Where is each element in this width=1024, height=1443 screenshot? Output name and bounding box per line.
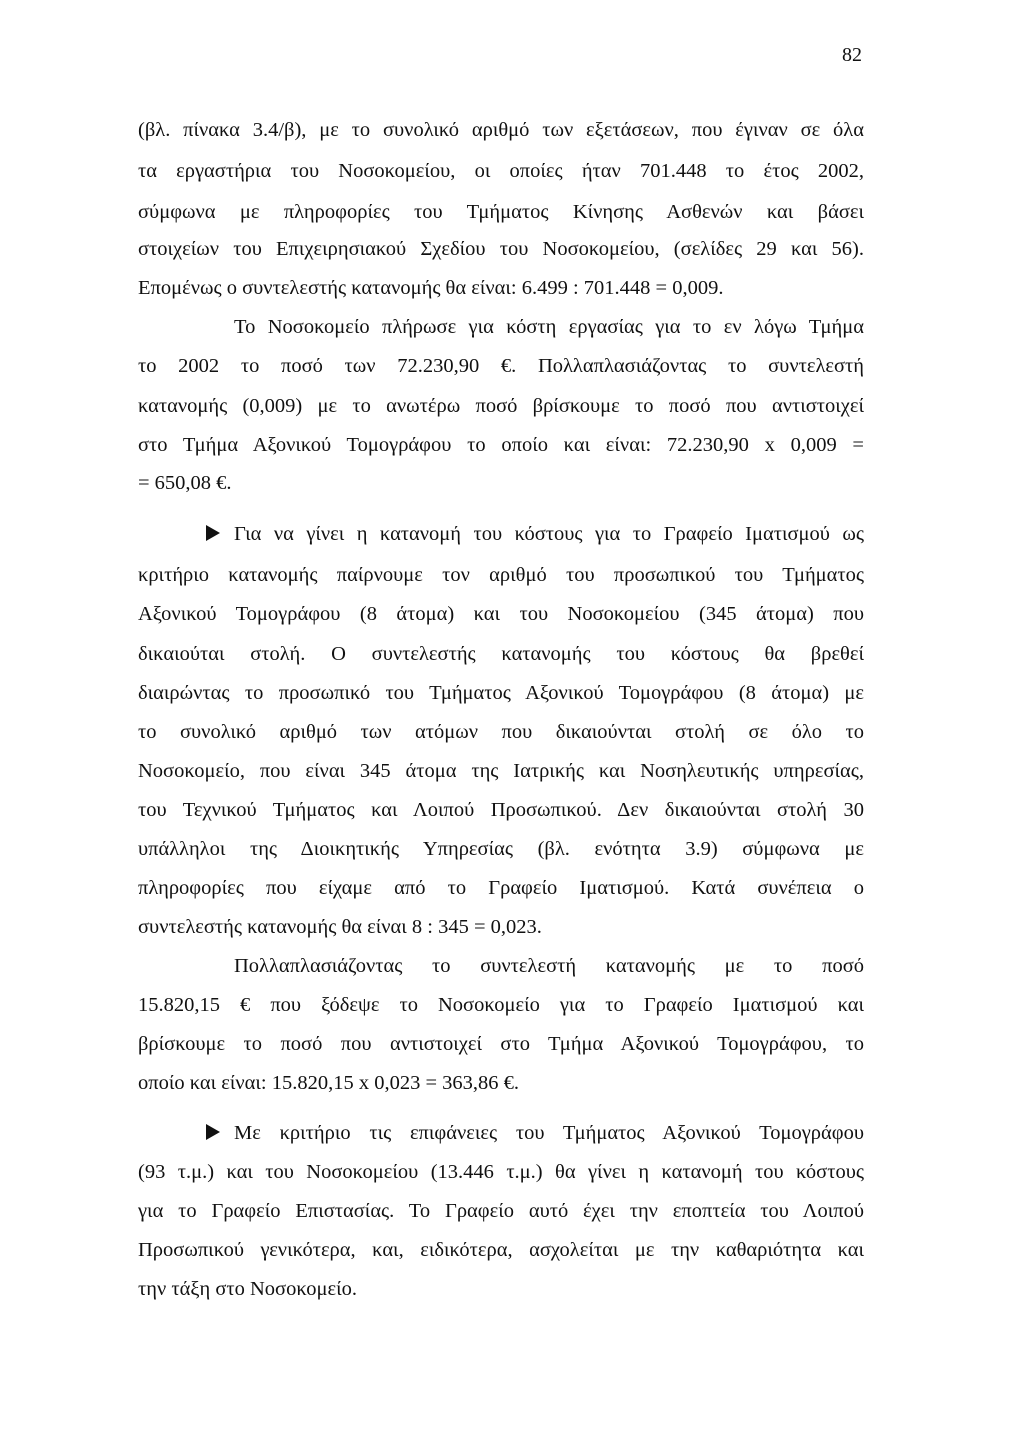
text-line: (βλ. πίνακα 3.4/β), με το συνολικό αριθμό των εξετάσεων, που έγιναν σε όλα [138, 119, 864, 141]
text-line: του Τεχνικού Τμήματος και Λοιπού Προσωπικού. Δεν δικαιούνται στολή 30 [138, 799, 864, 821]
bullet-item [206, 1119, 864, 1147]
text-line: Αξονικού Τομογράφου (8 άτομα) και του Νοσοκομείου (345 άτομα) που [138, 603, 864, 625]
text-line: πληροφορίες που είχαμε από το Γραφείο Ιματισμού. Κατά συνέπεια ο [138, 877, 864, 899]
text-line: Για να γίνει η κατανομή του κόστους για το Γραφείο Ιματισμού ως [234, 523, 864, 545]
text-line: Πολλαπλασιάζοντας το συντελεστή κατανομής με το ποσό [234, 955, 864, 977]
text-line: κατανομής (0,009) με το ανωτέρω ποσό βρίσκουμε το ποσό που αντιστοιχεί [138, 395, 864, 417]
text-line: συντελεστής κατανομής θα είναι 8 : 345 = 0,023. [138, 916, 542, 938]
text-line: στοιχείων του Επιχειρησιακού Σχεδίου του Νοσοκομείου, (σελίδες 29 και 56). [138, 238, 864, 260]
page-number: 82 [842, 44, 862, 66]
triangle-bullet-icon [206, 525, 220, 541]
text-line: 15.820,15 € που ξόδεψε το Νοσοκομείο για το Γραφείο Ιματισμού και [138, 994, 864, 1016]
text-line: Προσωπικού γενικότερα, και, ειδικότερα, ασχολείται με την καθαριότητα και [138, 1239, 864, 1261]
text-line: (93 τ.μ.) και του Νοσοκομείου (13.446 τ.μ.) θα γίνει η κατανομή του κόστους [138, 1161, 864, 1183]
text-line: Με κριτήριο τις επιφάνειες του Τμήματος Αξονικού Τομογράφου [234, 1122, 864, 1144]
bullet-item [206, 520, 864, 548]
text-line: δικαιούται στολή. Ο συντελεστής κατανομής του κόστους θα βρεθεί [138, 643, 864, 665]
text-line: τα εργαστήρια του Νοσοκομείου, οι οποίες ήταν 701.448 το έτος 2002, [138, 160, 864, 182]
text-line: Το Νοσοκομείο πλήρωσε για κόστη εργασίας για το εν λόγω Τμήμα [234, 316, 864, 338]
text-line: για το Γραφείο Επιστασίας. Το Γραφείο αυτό έχει την εποπτεία του Λοιπού [138, 1200, 864, 1222]
text-line: το 2002 το ποσό των 72.230,90 €. Πολλαπλασιάζοντας το συντελεστή [138, 355, 864, 377]
text-line: οποίο και είναι: 15.820,15 x 0,023 = 363,86 €. [138, 1072, 520, 1094]
text-line: βρίσκουμε το ποσό που αντιστοιχεί στο Τμήμα Αξονικού Τομογράφου, το [138, 1033, 864, 1055]
text-line: Νοσοκομείο, που είναι 345 άτομα της Ιατρικής και Νοσηλευτικής υπηρεσίας, [138, 760, 864, 782]
text-line: υπάλληλοι της Διοικητικής Υπηρεσίας (βλ. ενότητα 3.9) σύμφωνα με [138, 838, 864, 860]
text-line: την τάξη στο Νοσοκομείο. [138, 1278, 357, 1300]
text-line: σύμφωνα με πληροφορίες του Τμήματος Κίνησης Ασθενών και βάσει [138, 201, 864, 223]
text-line: διαιρώντας το προσωπικό του Τμήματος Αξονικού Τομογράφου (8 άτομα) με [138, 682, 864, 704]
text-line: = 650,08 €. [138, 472, 232, 494]
text-line: Επομένως ο συντελεστής κατανομής θα είναι: 6.499 : 701.448 = 0,009. [138, 277, 724, 299]
text-line: το συνολικό αριθμό των ατόμων που δικαιούνται στολή σε όλο το [138, 721, 864, 743]
text-line: κριτήριο κατανομής παίρνουμε τον αριθμό του προσωπικού του Τμήματος [138, 564, 864, 586]
text-line: στο Τμήμα Αξονικού Τομογράφου το οποίο και είναι: 72.230,90 x 0,009 = [138, 434, 864, 456]
triangle-bullet-icon [206, 1124, 220, 1140]
